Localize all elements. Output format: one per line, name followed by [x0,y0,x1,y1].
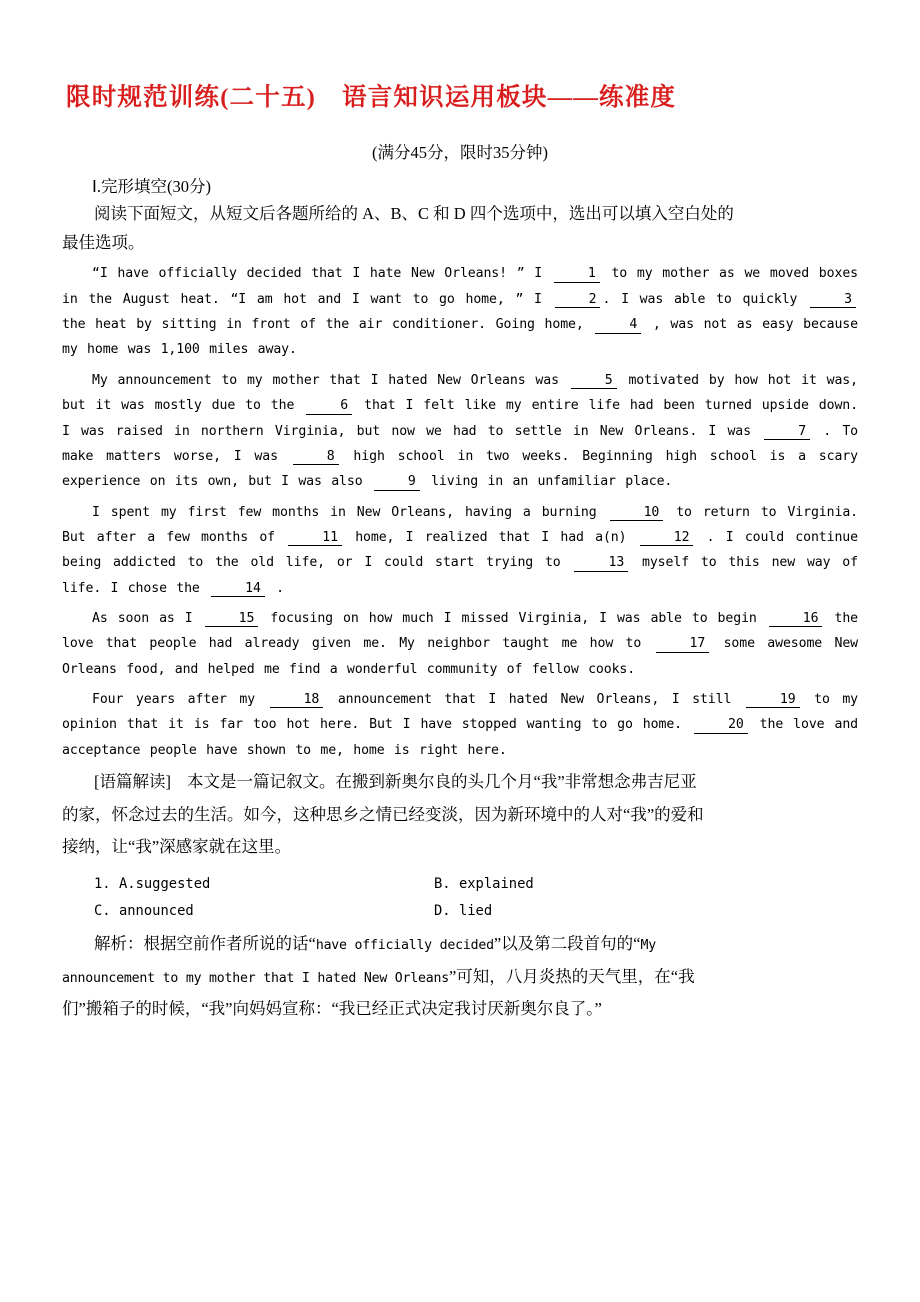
option-d[interactable] [434,898,774,925]
blank-18: 18 [270,693,324,709]
explanation-quote-3: announcement to my mother that I hated New Orleans [62,970,449,986]
reading-note-line-3-wrap [62,834,858,861]
passage-text: “I have officially decided that I hate New Orleans! ” I [92,266,552,282]
blank-19: 19 [746,693,800,709]
passage-text: the love and acceptance people have shown to me, home is right here. [62,717,858,758]
option-c-text: announced [118,903,194,920]
blank-4: 4 [595,318,641,334]
passage-text: announcement that I hated New Orleans, I still [325,691,744,707]
passage-text: . I was able to quickly [602,291,809,307]
passage-text: high school in two weeks. Beginning high school is a scary experience on its own, but I was also [62,448,858,490]
explanation-text-4: 们”搬箱子的时候，“我”向妈妈宣称：“我已经正式决定我讨厌新奥尔良了。” [62,999,602,1019]
blank-1: 1 [554,267,600,283]
blank-2: 2 [555,293,601,309]
passage-paragraph-1 [62,261,858,362]
explanation-quote-1: have officially decided [315,937,494,953]
blank-6: 6 [306,399,352,415]
passage-text: . I could continue being addicted to the old life, or I could start trying to [62,529,858,571]
reading-note-line-2-wrap [62,802,858,829]
explanation-label: 解析： [94,933,144,953]
reading-note-line-1: 本文是一篇记叙文。在搬到新奥尔良的头几个月“我”非常想念弗吉尼亚 [187,771,697,791]
page-title-right: 语言知识运用板块——练准度 [342,84,677,111]
passage-text: living in an unfamiliar place. [421,474,673,490]
reading-note-line-2: 的家，怀念过去的生活。如今，这种思乡之情已经变淡，因为新环境中的人对“我”的爱和 [62,804,704,824]
explanation-text-3: ”可知，八月炎热的天气里，在“我 [448,966,695,986]
blank-10: 10 [610,506,664,522]
explanation-line-2 [62,964,858,991]
reading-note [62,769,858,796]
option-a[interactable] [94,871,434,898]
option-d-text: lied [458,903,493,920]
reading-note-line-3: 接纳，让“我”深感家就在这里。 [62,837,292,857]
instruction-line-1: 阅读下面短文，从短文后各题所给的 A、B、C 和 D 四个选项中，选出可以填入空白处的 [94,204,734,223]
blank-7: 7 [764,425,810,441]
passage-text: that I felt like my entire life had been turned upside down. I was raised in northern Virginia, but now we had to settle in New Orleans. I was [62,398,858,439]
passage-text: . To make matters worse, I was [62,423,859,464]
blank-17: 17 [656,637,710,653]
blank-13: 13 [574,556,628,572]
blank-9: 9 [374,475,420,491]
score-time-subtitle: (满分45分，限时35分钟) [372,143,548,162]
explanation-line-1 [62,931,858,958]
option-d-label: D. [434,903,451,920]
reading-note-tag: [语篇解读] [94,771,171,791]
passage-text: the love that people had already given me. My neighbor taught me how to [62,610,859,652]
option-b-label: B. [434,876,451,893]
passage-text: As soon as I [92,610,203,626]
option-c[interactable] [94,898,434,925]
option-row-1 [94,871,858,898]
passage-paragraph-2 [62,368,858,495]
passage-paragraph-4 [62,606,858,682]
page-title-left: 限时规范训练(二十五) [66,84,317,111]
blank-5: 5 [571,374,617,390]
passage-text: to my opinion that it is far too hot here. But I have stopped wanting to go home. [62,691,858,733]
blank-11: 11 [288,531,342,547]
explanation-text-2: ”以及第二段首句的“ [493,933,641,953]
blank-14: 14 [211,582,265,598]
passage-text: to my mother as we moved boxes in the August heat. “I am hot and I want to go home, ” I [62,266,859,307]
instruction-line-2: 最佳选项。 [62,232,145,252]
option-b-text: explained [458,876,534,893]
passage-text: . [266,580,284,596]
passage-text: , was not as easy because my home was 1,100 miles away. [62,317,858,358]
question-number: 1. [94,876,111,893]
passage-text: home, I realized that I had a(n) [343,529,638,545]
option-c-label: C. [94,903,111,920]
passage-text: some awesome New Orleans food, and helped me find a wonderful community of fellow cooks. [62,636,858,677]
option-a-text: suggested [135,876,211,893]
passage-text: the heat by sitting in front of the air conditioner. Going home, [62,317,594,333]
explanation-text-1: 根据空前作者所说的话“ [143,933,316,953]
blank-20: 20 [694,718,748,734]
section-heading: Ⅰ.完形填空(30分) [92,177,211,196]
option-a-label: A. [118,876,136,893]
passage-paragraph-5 [62,687,858,763]
passage-text: My announcement to my mother that I hated New Orleans was [92,372,569,388]
passage-text: motivated by how hot it was, but it was mostly due to the [62,372,858,414]
blank-3: 3 [810,293,856,309]
option-b[interactable] [434,871,774,898]
explanation-line-3 [62,996,858,1023]
explanation-quote-2: My [640,937,656,953]
passage-text: to return to Virginia. But after a few months of [62,504,859,545]
passage-text: I spent my first few months in New Orleans, having a burning [92,504,608,520]
passage-paragraph-3 [62,500,858,601]
blank-12: 12 [640,531,694,547]
passage-text: myself to this new way of life. I chose the [62,555,858,596]
page-title [62,78,858,113]
blank-16: 16 [769,612,823,628]
passage-text: focusing on how much I missed Virginia, I was able to begin [260,610,767,626]
passage-text: Four years after my [92,691,268,707]
question-options [62,871,858,925]
option-row-2 [94,898,858,925]
blank-8: 8 [293,450,339,466]
blank-15: 15 [205,612,259,628]
